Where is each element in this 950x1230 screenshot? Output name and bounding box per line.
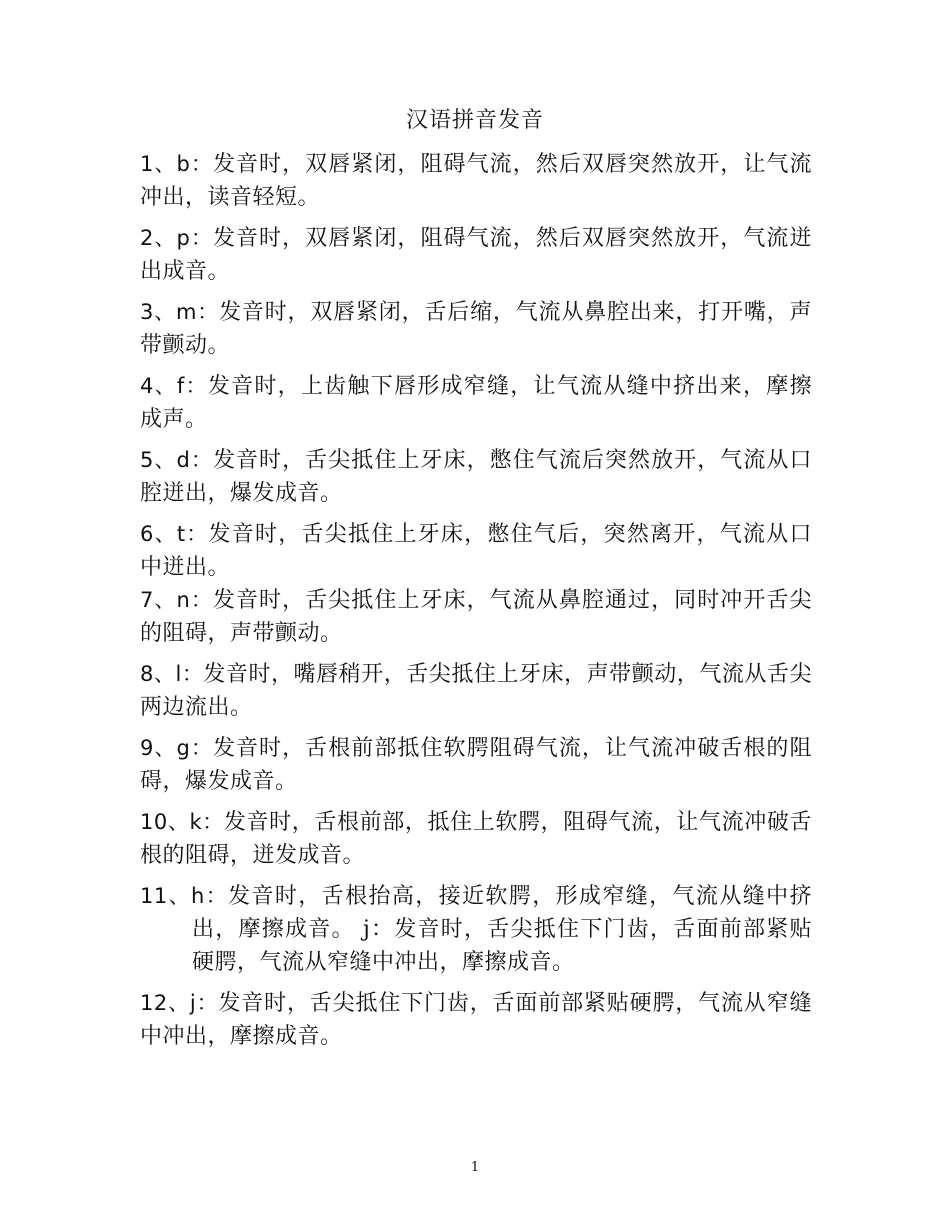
item-label: 4、f： xyxy=(140,374,208,398)
pronunciation-list xyxy=(140,148,812,1061)
item-text: 发音时，舌尖抵住下门齿，舌面前部紧贴硬腭，气流从窄缝中冲出，摩擦成音。 xyxy=(140,991,812,1049)
item-text: 发音时，舌根抬高，接近软腭，形成窄缝，气流从缝中挤出，摩擦成音。 j：发音时，舌尖抵住下门齿，舌面前部紧贴硬腭，气流从窄缝中冲出，摩擦成音。 xyxy=(192,884,812,975)
list-item xyxy=(140,658,812,724)
item-label: 3、m： xyxy=(140,300,220,324)
item-label: 11、h： xyxy=(140,884,229,908)
item-text: 发音时，双唇紧闭，舌后缩，气流从鼻腔出来，打开嘴，声带颤动。 xyxy=(140,300,812,358)
item-text: 发音时，舌尖抵住上牙床，憋住气后，突然离开，气流从口中迸出。 xyxy=(140,522,812,580)
item-label: 5、d： xyxy=(140,448,213,472)
item-text: 发音时，舌根前部抵住软腭阻碍气流，让气流冲破舌根的阻碍，爆发成音。 xyxy=(140,736,812,794)
item-label: 7、n： xyxy=(140,588,213,612)
item-label: 10、k： xyxy=(140,810,224,834)
list-item xyxy=(140,987,812,1053)
list-item xyxy=(140,732,812,798)
list-item xyxy=(140,518,812,584)
page-number: 1 xyxy=(470,1160,480,1175)
item-text: 发音时，上齿触下唇形成窄缝，让气流从缝中挤出来，摩擦成声。 xyxy=(140,374,812,432)
list-item xyxy=(140,444,812,510)
list-item xyxy=(140,296,812,362)
item-text: 发音时，舌尖抵住上牙床，气流从鼻腔通过，同时冲开舌尖的阻碍，声带颤动。 xyxy=(140,588,812,646)
item-label: 8、l： xyxy=(140,662,204,686)
item-text: 发音时，舌尖抵住上牙床，憋住气流后突然放开，气流从口腔迸出，爆发成音。 xyxy=(140,448,812,506)
item-label: 12、j： xyxy=(140,991,219,1015)
item-label: 1、b： xyxy=(140,152,213,176)
item-text: 发音时，嘴唇稍开，舌尖抵住上牙床，声带颤动，气流从舌尖两边流出。 xyxy=(140,662,812,720)
list-item xyxy=(140,806,812,872)
page-title: 汉语拼音发音 xyxy=(405,108,544,133)
item-label: 2、p： xyxy=(140,226,213,250)
item-label: 6、t： xyxy=(140,522,209,546)
item-text: 发音时，双唇紧闭，阻碍气流，然后双唇突然放开，气流迸出成音。 xyxy=(140,226,812,284)
list-item xyxy=(140,880,812,979)
item-text: 发音时，舌根前部，抵住上软腭，阻碍气流，让气流冲破舌根的阻碍，迸发成音。 xyxy=(140,810,812,868)
list-item xyxy=(140,370,812,436)
item-label: 9、g： xyxy=(140,736,213,760)
item-text: 发音时，双唇紧闭，阻碍气流，然后双唇突然放开，让气流冲出，读音轻短。 xyxy=(140,152,812,210)
list-item xyxy=(140,222,812,288)
list-item xyxy=(140,148,812,214)
list-item xyxy=(140,584,812,650)
